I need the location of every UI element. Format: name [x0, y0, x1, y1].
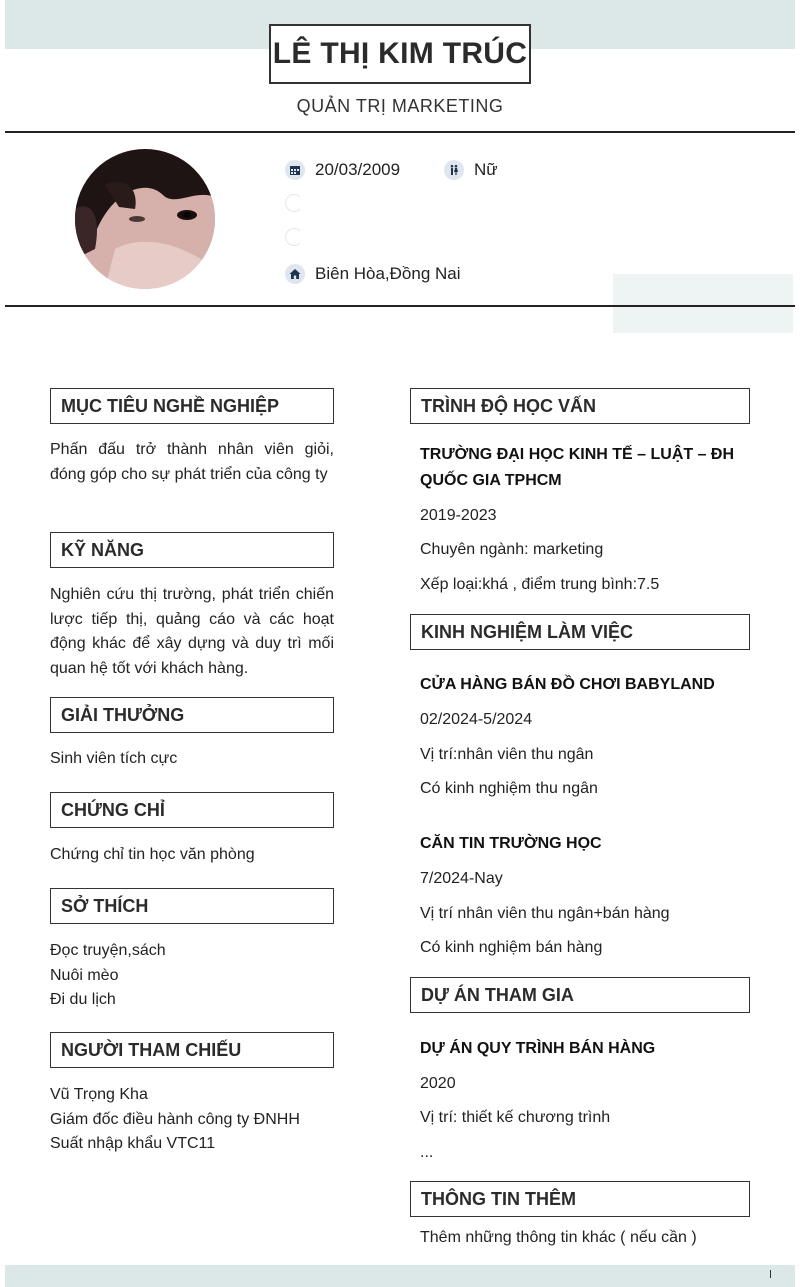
section-title: CHỨNG CHỈ [61, 799, 165, 820]
job-position: Vị trí:nhân viên thu ngân [420, 746, 594, 763]
education-period: 2019-2023 [420, 507, 497, 524]
candidate-name: LÊ THỊ KIM TRÚC [272, 37, 528, 70]
gender-value: Nữ [474, 160, 498, 179]
project-role: Vị trí: thiết kế chương trình [420, 1109, 611, 1126]
school-name: TRƯỜNG ĐẠI HỌC KINH TẾ – LUẬT – ĐH QUỐC GIA TPHCM [420, 446, 735, 489]
section-title: THÔNG TIN THÊM [421, 1188, 576, 1209]
gender [444, 160, 498, 180]
job-period: 02/2024-5/2024 [420, 711, 533, 728]
footer-band [5, 1265, 795, 1287]
section-title: KINH NGHIỆM LÀM VIỆC [421, 621, 634, 642]
job-company: CĂN TIN TRƯỜNG HỌC [420, 835, 602, 852]
birth-date-value: 20/03/2009 [315, 160, 401, 179]
education-grade: Xếp loại:khá , điểm trung bình:7.5 [420, 576, 660, 593]
gender-icon [444, 160, 464, 180]
project-year: 2020 [420, 1075, 456, 1092]
phone [285, 194, 303, 212]
section-references-header [50, 1032, 334, 1068]
objective-text: Phấn đấu trở thành nhân viên giỏi, đóng góp cho sự phát triển của công ty [50, 441, 334, 483]
address [285, 264, 461, 284]
skills-text: Nghiên cứu thị trường, phát triển chiến lược tiếp thị, quảng cáo và các hoạt động khác để xây dựng và duy trì mối quan hệ tốt với khách hàng. [50, 586, 334, 677]
email-icon [285, 228, 303, 246]
section-awards-header [50, 697, 334, 733]
section-title: SỞ THÍCH [61, 895, 149, 916]
reference-name: Vũ Trọng Kha [50, 1086, 148, 1103]
list-item: Đi du lịch [50, 991, 116, 1008]
name-box [269, 24, 531, 84]
email [285, 228, 303, 246]
job-description: Có kinh nghiệm thu ngân [420, 780, 598, 797]
page-marker [770, 1270, 771, 1278]
certificates-text: Chứng chỉ tin học văn phòng [50, 846, 255, 863]
job-title: QUẢN TRỊ MARKETING [296, 96, 504, 116]
project-more: ... [420, 1144, 434, 1161]
divider-top [5, 131, 795, 133]
references-text [50, 1083, 334, 1157]
section-education-header [410, 388, 750, 424]
list-item: Đọc truyện,sách [50, 942, 166, 959]
project-name: DỰ ÁN QUY TRÌNH BÁN HÀNG [420, 1040, 656, 1057]
reference-line: Suất nhập khẩu VTC11 [50, 1135, 216, 1152]
section-title: DỰ ÁN THAM GIA [421, 984, 574, 1005]
section-title: KỸ NĂNG [61, 539, 145, 560]
calendar-icon [285, 160, 305, 180]
section-experience-header [410, 614, 750, 650]
section-projects-header [410, 977, 750, 1013]
awards-text: Sinh viên tích cực [50, 750, 178, 767]
avatar-photo-icon [75, 149, 215, 289]
section-additional-header [410, 1181, 750, 1217]
job-period: 7/2024-Nay [420, 870, 503, 887]
section-skills-header [50, 532, 334, 568]
home-icon [285, 264, 305, 284]
section-title: MỤC TIÊU NGHỀ NGHIỆP [61, 395, 280, 416]
avatar [75, 149, 215, 289]
birth-date [285, 160, 400, 180]
side-band [613, 274, 793, 333]
reference-line: Giám đốc điều hành công ty ĐNHH [50, 1110, 300, 1128]
list-item: Nuôi mèo [50, 966, 119, 984]
phone-icon [285, 194, 303, 212]
section-certificates-header [50, 792, 334, 828]
section-title: NGƯỜI THAM CHIẾU [61, 1039, 242, 1060]
section-title: GIẢI THƯỞNG [61, 704, 185, 725]
job-description: Có kinh nghiệm bán hàng [420, 939, 603, 956]
education-major: Chuyên ngành: marketing [420, 541, 604, 558]
hobbies-list [50, 939, 334, 1013]
address-value: Biên Hòa,Đồng Nai [315, 264, 461, 283]
divider-bottom [5, 305, 795, 307]
job-company: CỬA HÀNG BÁN ĐỒ CHƠI BABYLAND [420, 676, 715, 693]
section-hobbies-header [50, 888, 334, 924]
additional-text: Thêm những thông tin khác ( nếu cần ) [420, 1229, 697, 1246]
section-objective-header [50, 388, 334, 424]
job-position: Vị trí nhân viên thu ngân+bán hàng [420, 905, 670, 922]
section-title: TRÌNH ĐỘ HỌC VẤN [421, 395, 596, 416]
